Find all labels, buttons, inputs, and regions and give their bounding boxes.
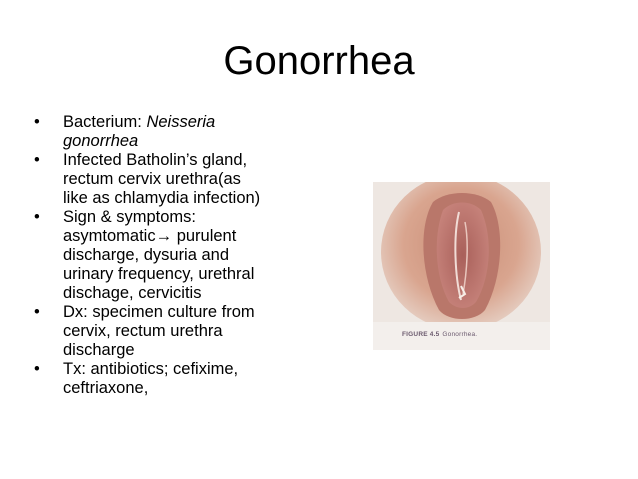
bullet-item xyxy=(34,208,324,303)
bullet-text: Tx: antibiotics; cefixime, ceftriaxone, xyxy=(63,360,239,397)
bullet-text: Bacterium: xyxy=(63,113,147,131)
bullet-item xyxy=(34,303,324,360)
bullet-item xyxy=(34,360,324,398)
medical-photo xyxy=(373,182,550,350)
bullet-text-italic: Neisseria gonorrhea xyxy=(63,113,216,150)
bullet-list xyxy=(34,113,324,398)
slide-title: Gonorrhea xyxy=(223,39,415,83)
bullet-text: Infected Batholin’s gland, rectum cervix urethra(as like as chlamydia infection) xyxy=(63,151,261,207)
figure-caption xyxy=(402,331,477,338)
photo-illustration xyxy=(373,182,550,350)
bullet-text: Dx: specimen culture from cervix, rectum urethra discharge xyxy=(63,303,255,359)
bullet-text: Sign & symptoms: asymtomatic xyxy=(63,208,196,245)
bullet-text: purulent discharge, dysuria and urinary frequency, urethral dischage, cervicitis xyxy=(63,227,255,302)
figure-caption-label: FIGURE 4.5 xyxy=(402,331,440,338)
bullet-item xyxy=(34,113,324,151)
arrow-icon: → xyxy=(155,227,173,245)
bullet-item xyxy=(34,151,324,208)
figure-caption-text: Gonorrhea. xyxy=(442,331,478,338)
